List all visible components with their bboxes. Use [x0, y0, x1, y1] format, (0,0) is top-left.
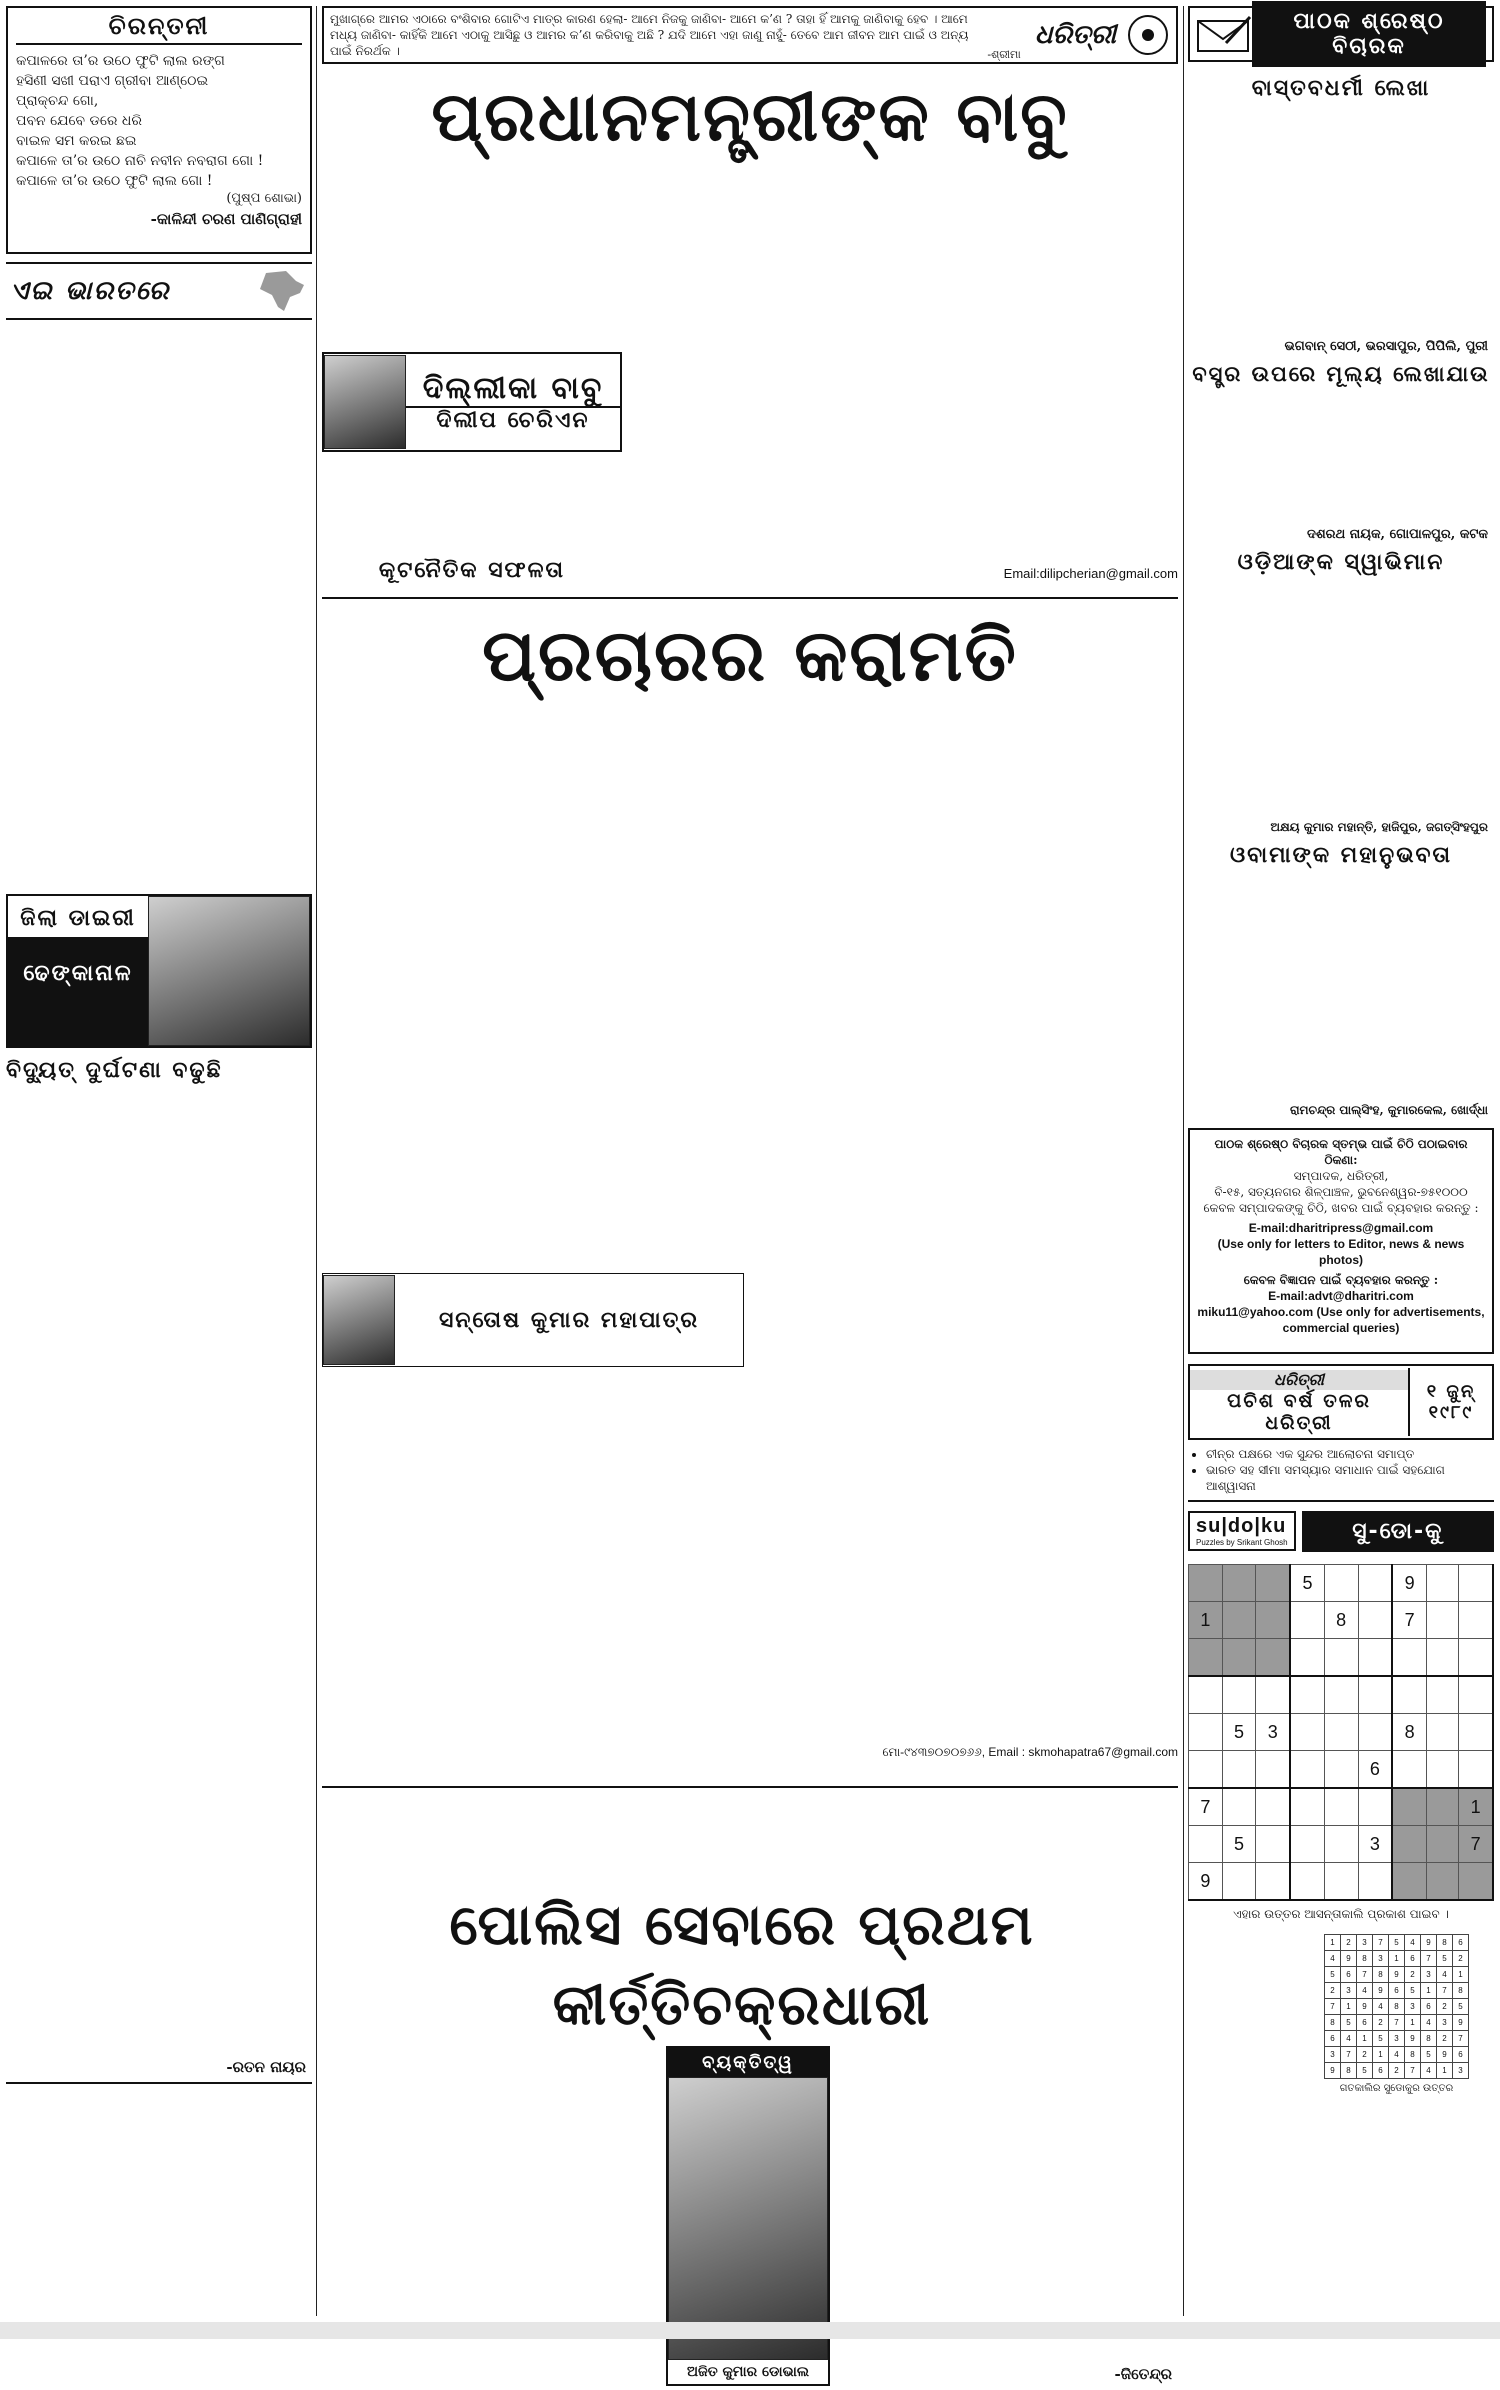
- section-header: [6, 262, 312, 320]
- solution-cell: 6: [1405, 1951, 1421, 1967]
- solution-cell: 6: [1325, 2031, 1341, 2047]
- solution-cell: 9: [1453, 2015, 1469, 2031]
- solution-cell: 6: [1453, 1935, 1469, 1951]
- solution-cell: 2: [1405, 1967, 1421, 1983]
- archive-list: [1206, 1446, 1494, 1494]
- solution-cell: 7: [1389, 2015, 1405, 2031]
- sudoku-cell[interactable]: 5: [1222, 1826, 1256, 1863]
- sudoku-cell[interactable]: [1256, 1639, 1290, 1677]
- sudoku-cell[interactable]: 1: [1189, 1602, 1223, 1639]
- sudoku-cell[interactable]: 7: [1392, 1602, 1426, 1639]
- solution-cell: 3: [1437, 2015, 1453, 2031]
- envelope-icon: [1196, 13, 1252, 55]
- solution-cell: 1: [1325, 1935, 1341, 1951]
- sudoku-cell[interactable]: [1426, 1751, 1458, 1789]
- poem-box: [6, 6, 312, 254]
- solution-cell: 2: [1341, 1935, 1357, 1951]
- solution-cell: 3: [1389, 2031, 1405, 2047]
- solution-cell: 4: [1341, 2031, 1357, 2047]
- sudoku-cell[interactable]: [1189, 1751, 1223, 1789]
- solution-cell: 8: [1437, 1935, 1453, 1951]
- right-column: [1188, 6, 1494, 2316]
- solution-cell: 7: [1341, 2047, 1357, 2063]
- sudoku-cell[interactable]: [1358, 1788, 1392, 1826]
- poem-line: ବାଇଳ ସମ କରଇ ଛଇ: [16, 133, 137, 149]
- poem-author: -କାଳିନ୍ଦୀ ଚରଣ ପାଣିଗ୍ରାହୀ: [150, 210, 302, 228]
- sudoku-cell[interactable]: [1459, 1863, 1493, 1901]
- sudoku-cell[interactable]: [1459, 1602, 1493, 1639]
- sudoku-cell[interactable]: [1358, 1639, 1392, 1677]
- sudoku-cell[interactable]: [1256, 1602, 1290, 1639]
- sudoku-cell[interactable]: [1358, 1863, 1392, 1901]
- solution-cell: 9: [1373, 1983, 1389, 1999]
- sudoku-cell[interactable]: [1222, 1639, 1256, 1677]
- poem-line: କପାଳେ ତା’ର ଉଠେ ନାଚି ନବୀନ ନବରାଗ ଗୋ !: [16, 153, 264, 169]
- sudoku-cell[interactable]: [1222, 1751, 1256, 1789]
- sudoku-cell[interactable]: [1189, 1714, 1223, 1751]
- sudoku-cell[interactable]: [1358, 1602, 1392, 1639]
- solution-cell: 2: [1389, 2063, 1405, 2079]
- letter2-title: ବସ୍ତ୍ର ଉପରେ ମୂଲ୍ୟ ଲେଖାଯାଉ: [1192, 362, 1490, 386]
- solution-cell: 8: [1373, 1967, 1389, 1983]
- solution-cell: 1: [1357, 2031, 1373, 2047]
- archive-box: [1188, 1364, 1494, 1440]
- person-photo: [668, 2077, 828, 2360]
- sudoku-cell[interactable]: [1256, 1565, 1290, 1602]
- solution-cell: 1: [1437, 2063, 1453, 2079]
- ads-email-note: miku11@yahoo.com (Use only for advertisements, commercial queries): [1197, 1305, 1485, 1335]
- solution-cell: 8: [1421, 2031, 1437, 2047]
- archive-item: • ଭାରତ ସହ ସୀମା ସମସ୍ୟାର ସମାଧାନ ପାଇଁ ସହଯୋଗ ଆଶ୍ୱାସନା: [1206, 1462, 1494, 1494]
- sudoku-cell[interactable]: [1426, 1639, 1458, 1677]
- email1: Email:dilipcherian@gmail.com: [1003, 566, 1178, 581]
- sudoku-cell[interactable]: 1: [1459, 1788, 1493, 1826]
- sudoku-cell[interactable]: [1189, 1639, 1223, 1677]
- solution-cell: 5: [1357, 2063, 1373, 2079]
- sudoku-cell[interactable]: [1459, 1639, 1493, 1677]
- author2-box: [322, 1273, 744, 1367]
- letter3-author: ଅକ୍ଷୟ କୁମାର ମହାନ୍ତି, ହାଜିପୁର, ଜଗତ୍‌ସିଂହପୁର: [1270, 820, 1488, 834]
- solution-cell: 8: [1325, 2015, 1341, 2031]
- solution-cell: 5: [1325, 1967, 1341, 1983]
- solution-cell: 3: [1325, 2047, 1341, 2063]
- address-title: ପାଠକ ଶ୍ରେଷ୍ଠ ବିଚାରକ ସ୍ତମ୍ଭ ପାଇଁ ଚିଠି ପଠାଇବାର ଠିକଣା:: [1214, 1137, 1468, 1167]
- solution-cell: 7: [1325, 1999, 1341, 2015]
- divider: [1188, 1500, 1494, 1502]
- solution-cell: 9: [1405, 2031, 1421, 2047]
- sudoku-cell[interactable]: [1290, 1826, 1324, 1863]
- solution-cell: 3: [1421, 1967, 1437, 1983]
- sudoku-cell[interactable]: [1459, 1565, 1493, 1602]
- solution-cell: 1: [1389, 1951, 1405, 1967]
- sudoku-cell[interactable]: [1222, 1863, 1256, 1901]
- sudoku-cell[interactable]: 5: [1290, 1565, 1324, 1602]
- column-author: ଦିଲୀପ ଚେରିଏନ: [436, 408, 590, 433]
- article1: [322, 166, 1178, 591]
- headline2: ପ୍ରଚାରର କରାମତି: [482, 613, 1018, 697]
- solution-cell: 7: [1437, 1983, 1453, 1999]
- solution-cell: 4: [1373, 1999, 1389, 2015]
- subhead1: କୂଟନୈତିକ ସଫଳତା: [378, 558, 566, 583]
- column-label: ଦିଲ୍ଲୀକା ବାବୁ: [406, 371, 620, 408]
- sudoku-solution: [1188, 1934, 1494, 2094]
- headline1: ପ୍ରଧାନମନ୍ତ୍ରୀଙ୍କ ବାବୁ: [431, 78, 1069, 157]
- temple-photo: [148, 896, 310, 1046]
- solution-cell: 4: [1325, 1951, 1341, 1967]
- solution-cell: 5: [1437, 1951, 1453, 1967]
- solution-cell: 4: [1405, 1935, 1421, 1951]
- letter1-title: ବାସ୍ତବଧର୍ମୀ ଲେଖା: [1251, 76, 1431, 101]
- sudoku-cell[interactable]: [1256, 1863, 1290, 1901]
- solution-cell: 7: [1453, 2031, 1469, 2047]
- article3: [6, 1886, 1178, 2383]
- sudoku-note: ଏହାର ଉତ୍ତର ଆସନ୍ତାକାଲି ପ୍ରକାଶ ପାଇବ ।: [1233, 1907, 1449, 1921]
- sudoku-cell[interactable]: [1324, 1826, 1358, 1863]
- sudoku-cell[interactable]: 3: [1358, 1826, 1392, 1863]
- sudoku-cell[interactable]: [1459, 1714, 1493, 1751]
- article2-title: ବିଦ୍ୟୁତ୍ ଦୁର୍ଘଟଣା ବଢୁଛି: [6, 1058, 223, 1083]
- solution-cell: 3: [1405, 1999, 1421, 2015]
- solution-cell: 1: [1405, 2015, 1421, 2031]
- archive-logo: ଧରିତ୍ରୀ: [1190, 1370, 1408, 1390]
- solution-cell: 8: [1357, 1951, 1373, 1967]
- solution-cell: 5: [1453, 1999, 1469, 2015]
- sudoku-cell[interactable]: [1392, 1751, 1426, 1789]
- solution-cell: 9: [1389, 1967, 1405, 1983]
- sudoku-cell[interactable]: [1290, 1602, 1324, 1639]
- address-line: କେବଳ ସମ୍ପାଦକଙ୍କୁ ଚିଠି, ଖବର ପାଇଁ ବ୍ୟବହାର କରନ୍ତୁ :: [1203, 1201, 1479, 1215]
- divider: [322, 1786, 1178, 1788]
- sudoku-cell[interactable]: [1222, 1788, 1256, 1826]
- article2: [322, 705, 1178, 1780]
- quote-author: -ଶ୍ରୀମା: [987, 48, 1021, 61]
- solution-cell: 2: [1437, 1999, 1453, 2015]
- sudoku-cell[interactable]: 7: [1459, 1826, 1493, 1863]
- poem-line: ହସିଣୀ ସଖୀ ପରାଏ ଗ୍ରୀବା ଆଣ୍ଠେଇ: [16, 73, 209, 89]
- divider: [322, 597, 1178, 599]
- archive-date: ୧ ଜୁନ୍ ୧୯୮୯: [1408, 1368, 1492, 1436]
- ads-email-link[interactable]: E-mail:advt@dharitri.com: [1268, 1289, 1414, 1303]
- poem-title: ଚିରନ୍ତନୀ: [16, 12, 302, 45]
- author2-photo: [323, 1275, 395, 1365]
- sudoku-by: Puzzles by Srikant Ghosh: [1196, 1538, 1288, 1547]
- sudoku-cell[interactable]: [1324, 1863, 1358, 1901]
- sudoku-cell[interactable]: [1324, 1639, 1358, 1677]
- sudoku-cell[interactable]: [1459, 1751, 1493, 1789]
- solution-cell: 6: [1373, 2063, 1389, 2079]
- sudoku-cell[interactable]: [1426, 1826, 1458, 1863]
- letter1-author: ଭଗବାନ୍ ସେଠୀ, ଭରସାପୁର, ପିପିଲି, ପୁରୀ: [1284, 339, 1488, 354]
- poem-source: (ପୁଷ୍ପ ଶୋଭା): [226, 191, 302, 206]
- sudoku-cell[interactable]: 8: [1392, 1714, 1426, 1751]
- solution-cell: 8: [1389, 1999, 1405, 2015]
- solution-cell: 4: [1437, 1967, 1453, 1983]
- sudoku-cell[interactable]: [1290, 1788, 1324, 1826]
- column-header: [322, 352, 622, 452]
- sudoku-cell[interactable]: [1459, 1676, 1493, 1714]
- solution-cell: 1: [1421, 1983, 1437, 1999]
- sudoku-cell[interactable]: [1256, 1826, 1290, 1863]
- solution-cell: 8: [1341, 2063, 1357, 2079]
- letter4-author: ରାମଚନ୍ଦ୍ର ପାଲ୍‌ସିଂହ, କୁମାରକେଲ, ଖୋର୍ଦ୍ଧା: [1290, 1103, 1488, 1117]
- sudoku-title: ସୁ-ଡୋ-କୁ: [1302, 1511, 1494, 1552]
- solution-cell: 3: [1357, 1935, 1373, 1951]
- sudoku-cell[interactable]: [1358, 1676, 1392, 1714]
- solution-cell: 2: [1357, 2047, 1373, 2063]
- solution-cell: 6: [1389, 1983, 1405, 1999]
- solution-cell: 6: [1421, 1999, 1437, 2015]
- solution-cell: 3: [1341, 1983, 1357, 1999]
- district-diary: [6, 894, 312, 1048]
- diary-district: ଢେଙ୍କାନାଳ: [8, 939, 148, 1046]
- solution-cell: 6: [1357, 2015, 1373, 2031]
- address-line: ବି-୧୫, ସତ୍ୟନଗର ଶିଳ୍ପାଞ୍ଚଳ, ଭୁବନେଶ୍ୱର-୭୫୧୦୦୦: [1214, 1185, 1468, 1199]
- sudoku-cell[interactable]: [1392, 1788, 1426, 1826]
- sudoku-cell[interactable]: [1290, 1863, 1324, 1901]
- india-map-icon: [252, 269, 308, 313]
- emblem-icon: [1126, 13, 1170, 57]
- diary-label: ଜିଲା ଡାଇରୀ: [8, 896, 148, 939]
- headline3: ପୋଲିସ ସେବାରେ ପ୍ରଥମ କୀର୍ତ୍ତିଚକ୍ରଧାରୀ: [449, 1893, 1035, 2038]
- vyakti-label: ବ୍ୟକ୍ତିତ୍ୱ: [668, 2048, 828, 2077]
- solution-cell: 5: [1421, 2047, 1437, 2063]
- solution-cell: 7: [1405, 2063, 1421, 2079]
- sudoku-cell[interactable]: [1392, 1826, 1426, 1863]
- solution-cell: 6: [1341, 1967, 1357, 1983]
- poem-line: କପାଳରେ ତା’ର ଉଠେ ଫୁଟି ଲାଲ ରଙ୍ଗ: [16, 53, 225, 69]
- solution-cell: 9: [1325, 2063, 1341, 2079]
- archive-item: • ଚୀନ୍‌ର ପକ୍ଷରେ ଏକ ସୁନ୍ଦର ଆଲୋଚନା ସମାପ୍ତ: [1206, 1446, 1494, 1462]
- readers-header: [1188, 6, 1494, 62]
- solution-cell: 4: [1389, 2047, 1405, 2063]
- sudoku-cell[interactable]: [1290, 1751, 1324, 1789]
- article-text: [6, 326, 312, 886]
- sudoku-cell[interactable]: [1222, 1676, 1256, 1714]
- sudoku-cell[interactable]: [1256, 1788, 1290, 1826]
- letter3-title: ଓଡ଼ିଆଙ୍କ ସ୍ୱାଭିମାନ: [1237, 550, 1445, 575]
- solution-cell: 2: [1437, 2031, 1453, 2047]
- sudoku-cell[interactable]: [1189, 1826, 1223, 1863]
- sudoku-cell[interactable]: [1290, 1639, 1324, 1677]
- solution-caption: ଗତକାଲିର ସୁଡୋକୁର ଉତ୍ତର: [1339, 2083, 1454, 2094]
- solution-cell: 1: [1373, 2047, 1389, 2063]
- sudoku-brand: su|do|ku: [1196, 1515, 1287, 1537]
- editor-email-link[interactable]: E-mail:dharitripress@gmail.com: [1248, 1221, 1434, 1235]
- solution-cell: 6: [1453, 2047, 1469, 2063]
- solution-cell: 5: [1405, 1983, 1421, 1999]
- sudoku-cell[interactable]: [1324, 1751, 1358, 1789]
- solution-cell: 2: [1453, 1951, 1469, 1967]
- sudoku-cell[interactable]: [1426, 1676, 1458, 1714]
- photo-caption: ଅଜିତ କୁମାର ଡୋଭାଲ: [686, 2364, 810, 2380]
- sudoku-cell[interactable]: [1426, 1602, 1458, 1639]
- page-footer-strip: [0, 2322, 1500, 2339]
- poem-body: [16, 51, 302, 191]
- solution-cell: 3: [1373, 1951, 1389, 1967]
- sudoku-cell[interactable]: [1222, 1565, 1256, 1602]
- sudoku-cell[interactable]: [1189, 1565, 1223, 1602]
- sudoku-cell[interactable]: [1256, 1676, 1290, 1714]
- sudoku-cell[interactable]: [1189, 1676, 1223, 1714]
- sudoku-cell[interactable]: 7: [1189, 1788, 1223, 1826]
- sudoku-cell[interactable]: 9: [1392, 1565, 1426, 1602]
- author2: ସନ୍ତୋଷ କୁମାର ମହାପାତ୍ର: [438, 1307, 700, 1333]
- sudoku-cell[interactable]: [1290, 1676, 1324, 1714]
- author-photo: [324, 355, 406, 449]
- solution-cell: 7: [1357, 1967, 1373, 1983]
- sudoku-cell[interactable]: 5: [1222, 1714, 1256, 1751]
- solution-grid: [1324, 1934, 1469, 2079]
- masthead: [322, 6, 1178, 64]
- solution-cell: 5: [1373, 2031, 1389, 2047]
- sudoku-cell[interactable]: 3: [1256, 1714, 1290, 1751]
- sudoku-grid[interactable]: [1188, 1564, 1494, 1901]
- solution-cell: 5: [1389, 1935, 1405, 1951]
- solution-cell: 8: [1405, 2047, 1421, 2063]
- sudoku-cell[interactable]: 8: [1324, 1602, 1358, 1639]
- readers-title: ପାଠକ ଶ୍ରେଷ୍ଠ ବିଚାରକ: [1252, 1, 1486, 67]
- masthead-quote: ମୁଖାଗ୍ରେ ଆମର ଏଠାରେ ବଂଶିବାର ଗୋଟିଏ ମାତ୍ର କାରଣ ହେଲା- ଆମେ ନିଜକୁ ଜାଣିବା- ଆମେ କ’ଣ ? ତାହା ହିଁ ଆମକୁ ଜାଣିବାକୁ ହେବ । ଆମେ ମଧ୍ୟ ଜାଣିବା- କାହିଁକି ଆମେ ଏଠାକୁ ଆସିଛୁ ଓ ଆମର କ’ଣ କରିବାକୁ ଅଛି ? ଯଦି ଆମେ ଏହା ଜାଣୁ ନାହୁଁ- ତେବେ ଆମ ଜୀବନ ଆମ ପାଇଁ ଓ ଅନ୍ୟ ପାଇଁ ନିରର୍ଥକ ।: [330, 12, 969, 58]
- sudoku-cell[interactable]: [1392, 1676, 1426, 1714]
- archive-title: ପଚିଶ ବର୍ଷ ତଳର ଧରିତ୍ରୀ: [1227, 1390, 1371, 1434]
- solution-cell: 1: [1341, 1999, 1357, 2015]
- poem-line: କପାଳେ ତା’ର ଉଠେ ଫୁଟି ଲାଲ ଗୋ !: [16, 173, 213, 189]
- sudoku-cell[interactable]: [1392, 1639, 1426, 1677]
- sudoku-cell[interactable]: [1426, 1788, 1458, 1826]
- solution-cell: 4: [1357, 1983, 1373, 1999]
- sudoku-header: [1188, 1508, 1494, 1554]
- letter4-title: ଓବାମାଙ୍କ ମହାନୁଭବତା: [1229, 843, 1453, 868]
- solution-cell: 5: [1341, 2015, 1357, 2031]
- sudoku-cell[interactable]: [1324, 1565, 1358, 1602]
- sudoku-cell[interactable]: [1222, 1602, 1256, 1639]
- sudoku-cell[interactable]: [1358, 1714, 1392, 1751]
- sudoku-cell[interactable]: [1392, 1863, 1426, 1901]
- solution-cell: 2: [1373, 2015, 1389, 2031]
- section-title: ଏଇ ଭାରତରେ: [10, 275, 171, 306]
- editor-email-note: (Use only for letters to Editor, news & news photos): [1217, 1237, 1465, 1267]
- sudoku-cell[interactable]: [1324, 1714, 1358, 1751]
- solution-cell: 9: [1437, 2047, 1453, 2063]
- letter2-author: ଦଶରଥ ନାୟକ, ଗୋପାଳପୁର, କଟକ: [1307, 527, 1488, 542]
- sudoku-cell[interactable]: [1290, 1714, 1324, 1751]
- solution-cell: 8: [1453, 1983, 1469, 1999]
- solution-cell: 9: [1357, 1999, 1373, 2015]
- sudoku-cell[interactable]: [1426, 1565, 1458, 1602]
- sudoku-cell[interactable]: [1426, 1863, 1458, 1901]
- author3: -ଜିତେନ୍ଦ୍ର: [1114, 2365, 1172, 2383]
- address-box: [1188, 1128, 1494, 1354]
- solution-cell: 7: [1421, 1951, 1437, 1967]
- solution-cell: 4: [1421, 2063, 1437, 2079]
- article2-author: -ରତନ ନାୟର: [226, 2058, 306, 2076]
- solution-cell: 3: [1453, 2063, 1469, 2079]
- solution-cell: 9: [1421, 1935, 1437, 1951]
- sudoku-cell[interactable]: [1426, 1714, 1458, 1751]
- email2: ମୋ-୯୪୩୭୦୭୦୭୬୬, Email : skmohapatra67@gmail.com: [882, 1745, 1178, 1759]
- sudoku-cell[interactable]: [1324, 1676, 1358, 1714]
- column-divider: [1183, 6, 1184, 2316]
- solution-cell: 4: [1421, 2015, 1437, 2031]
- sudoku-cell[interactable]: [1324, 1788, 1358, 1826]
- sudoku-cell[interactable]: [1256, 1751, 1290, 1789]
- address-line: ସମ୍ପାଦକ, ଧରିତ୍ରୀ,: [1293, 1169, 1389, 1183]
- sudoku-cell[interactable]: 6: [1358, 1751, 1392, 1789]
- sudoku-cell[interactable]: [1358, 1565, 1392, 1602]
- ads-label: କେବଳ ବିଜ୍ଞାପନ ପାଇଁ ବ୍ୟବହାର କରନ୍ତୁ :: [1243, 1273, 1439, 1287]
- poem-line: ପ୍ରାକ୍‌ଚନ୍ଦ ଗୋ,: [16, 93, 99, 109]
- sudoku-cell[interactable]: 9: [1189, 1863, 1223, 1901]
- logo: ଧରିତ୍ରୀ: [1034, 19, 1116, 50]
- solution-cell: 9: [1341, 1951, 1357, 1967]
- solution-cell: 7: [1373, 1935, 1389, 1951]
- poem-line: ପବନ ଯେବେ ଡରେ ଧରି: [16, 113, 142, 129]
- solution-cell: 1: [1453, 1967, 1469, 1983]
- solution-cell: 2: [1325, 1983, 1341, 1999]
